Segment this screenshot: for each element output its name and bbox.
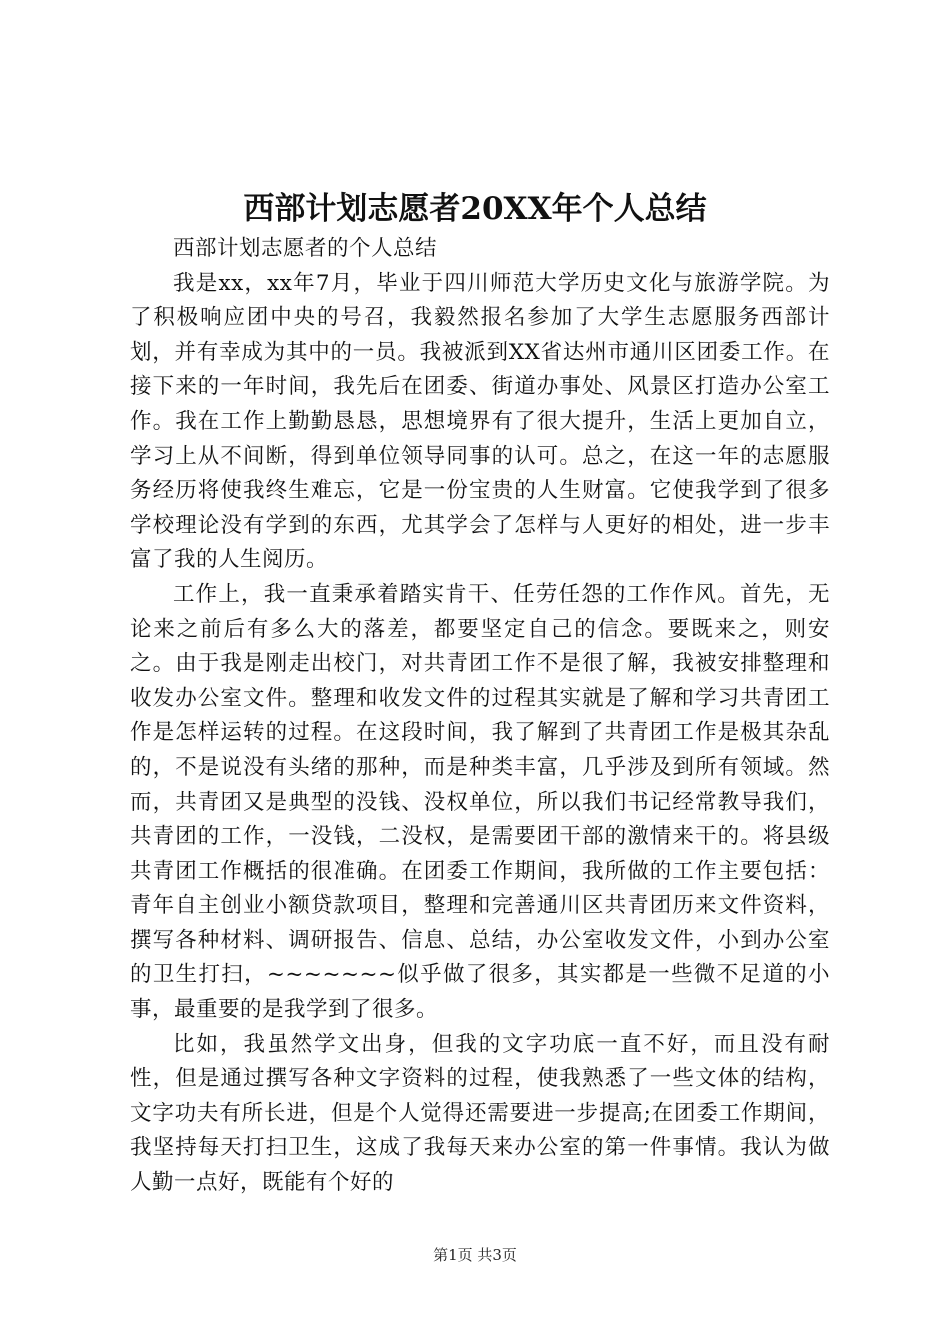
document-body [130, 232, 830, 1201]
document-title: 西部计划志愿者20XX年个人总结 [243, 191, 707, 227]
page-number-footer: 第1页 共3页 [433, 1246, 517, 1264]
subtitle-paragraph: 西部计划志愿者的个人总结 [173, 236, 438, 261]
body-paragraph: 比如，我虽然学文出身，但我的文字功底一直不好，而且没有耐性，但是通过撰写各种文字资料的过程，使我熟悉了一些文体的结构，文字功夫有所长进，但是个人觉得还需要进一步提高;在团委工作期间，我坚持每天打扫卫生，这成了我每天来办公室的第一件事情。我认为做人勤一点好，既能有个好的 [130, 1031, 830, 1196]
body-paragraph: 工作上，我一直秉承着踏实肯干、任劳任怨的工作作风。首先，无论来之前后有多么大的落差，都要坚定自己的信念。要既来之，则安之。由于我是刚走出校门，对共青团工作不是很了解，我被安排整理和收发办公室文件。整理和收发文件的过程其实就是了解和学习共青团工作是怎样运转的过程。在这段时间，我了解到了共青团工作是极其杂乱的，不是说没有头绪的那种，而是种类丰富，几乎涉及到所有领域。然而，共青团又是典型的没钱、没权单位，所以我们书记经常教导我们，共青团的工作，一没钱，二没权，是需要团干部的激情来干的。将县级共青团工作概括的很准确。在团委工作期间，我所做的工作主要包括：青年自主创业小额贷款项目，整理和完善通川区共青团历来文件资料，撰写各种材料、调研报告、信息、总结，办公室收发文件，小到办公室的卫生打扫，~~~~~~~似乎做了很多，其实都是一些微不足道的小事，最重要的是我学到了很多。 [130, 581, 830, 1023]
body-paragraph: 我是xx，xx年7月，毕业于四川师范大学历史文化与旅游学院。为了积极响应团中央的号召，我毅然报名参加了大学生志愿服务西部计划，并有幸成为其中的一员。我被派到XX省达州市通川区团委工作。在接下来的一年时间，我先后在团委、街道办事处、风景区打造办公室工作。我在工作上勤勤恳恳，思想境界有了很大提升，生活上更加自立，学习上从不间断，得到单位领导同事的认可。总之，在这一年的志愿服务经历将使我终生难忘，它是一份宝贵的人生财富。它使我学到了很多学校理论没有学到的东西，尤其学会了怎样与人更好的相处，进一步丰富了我的人生阅历。 [130, 270, 830, 573]
